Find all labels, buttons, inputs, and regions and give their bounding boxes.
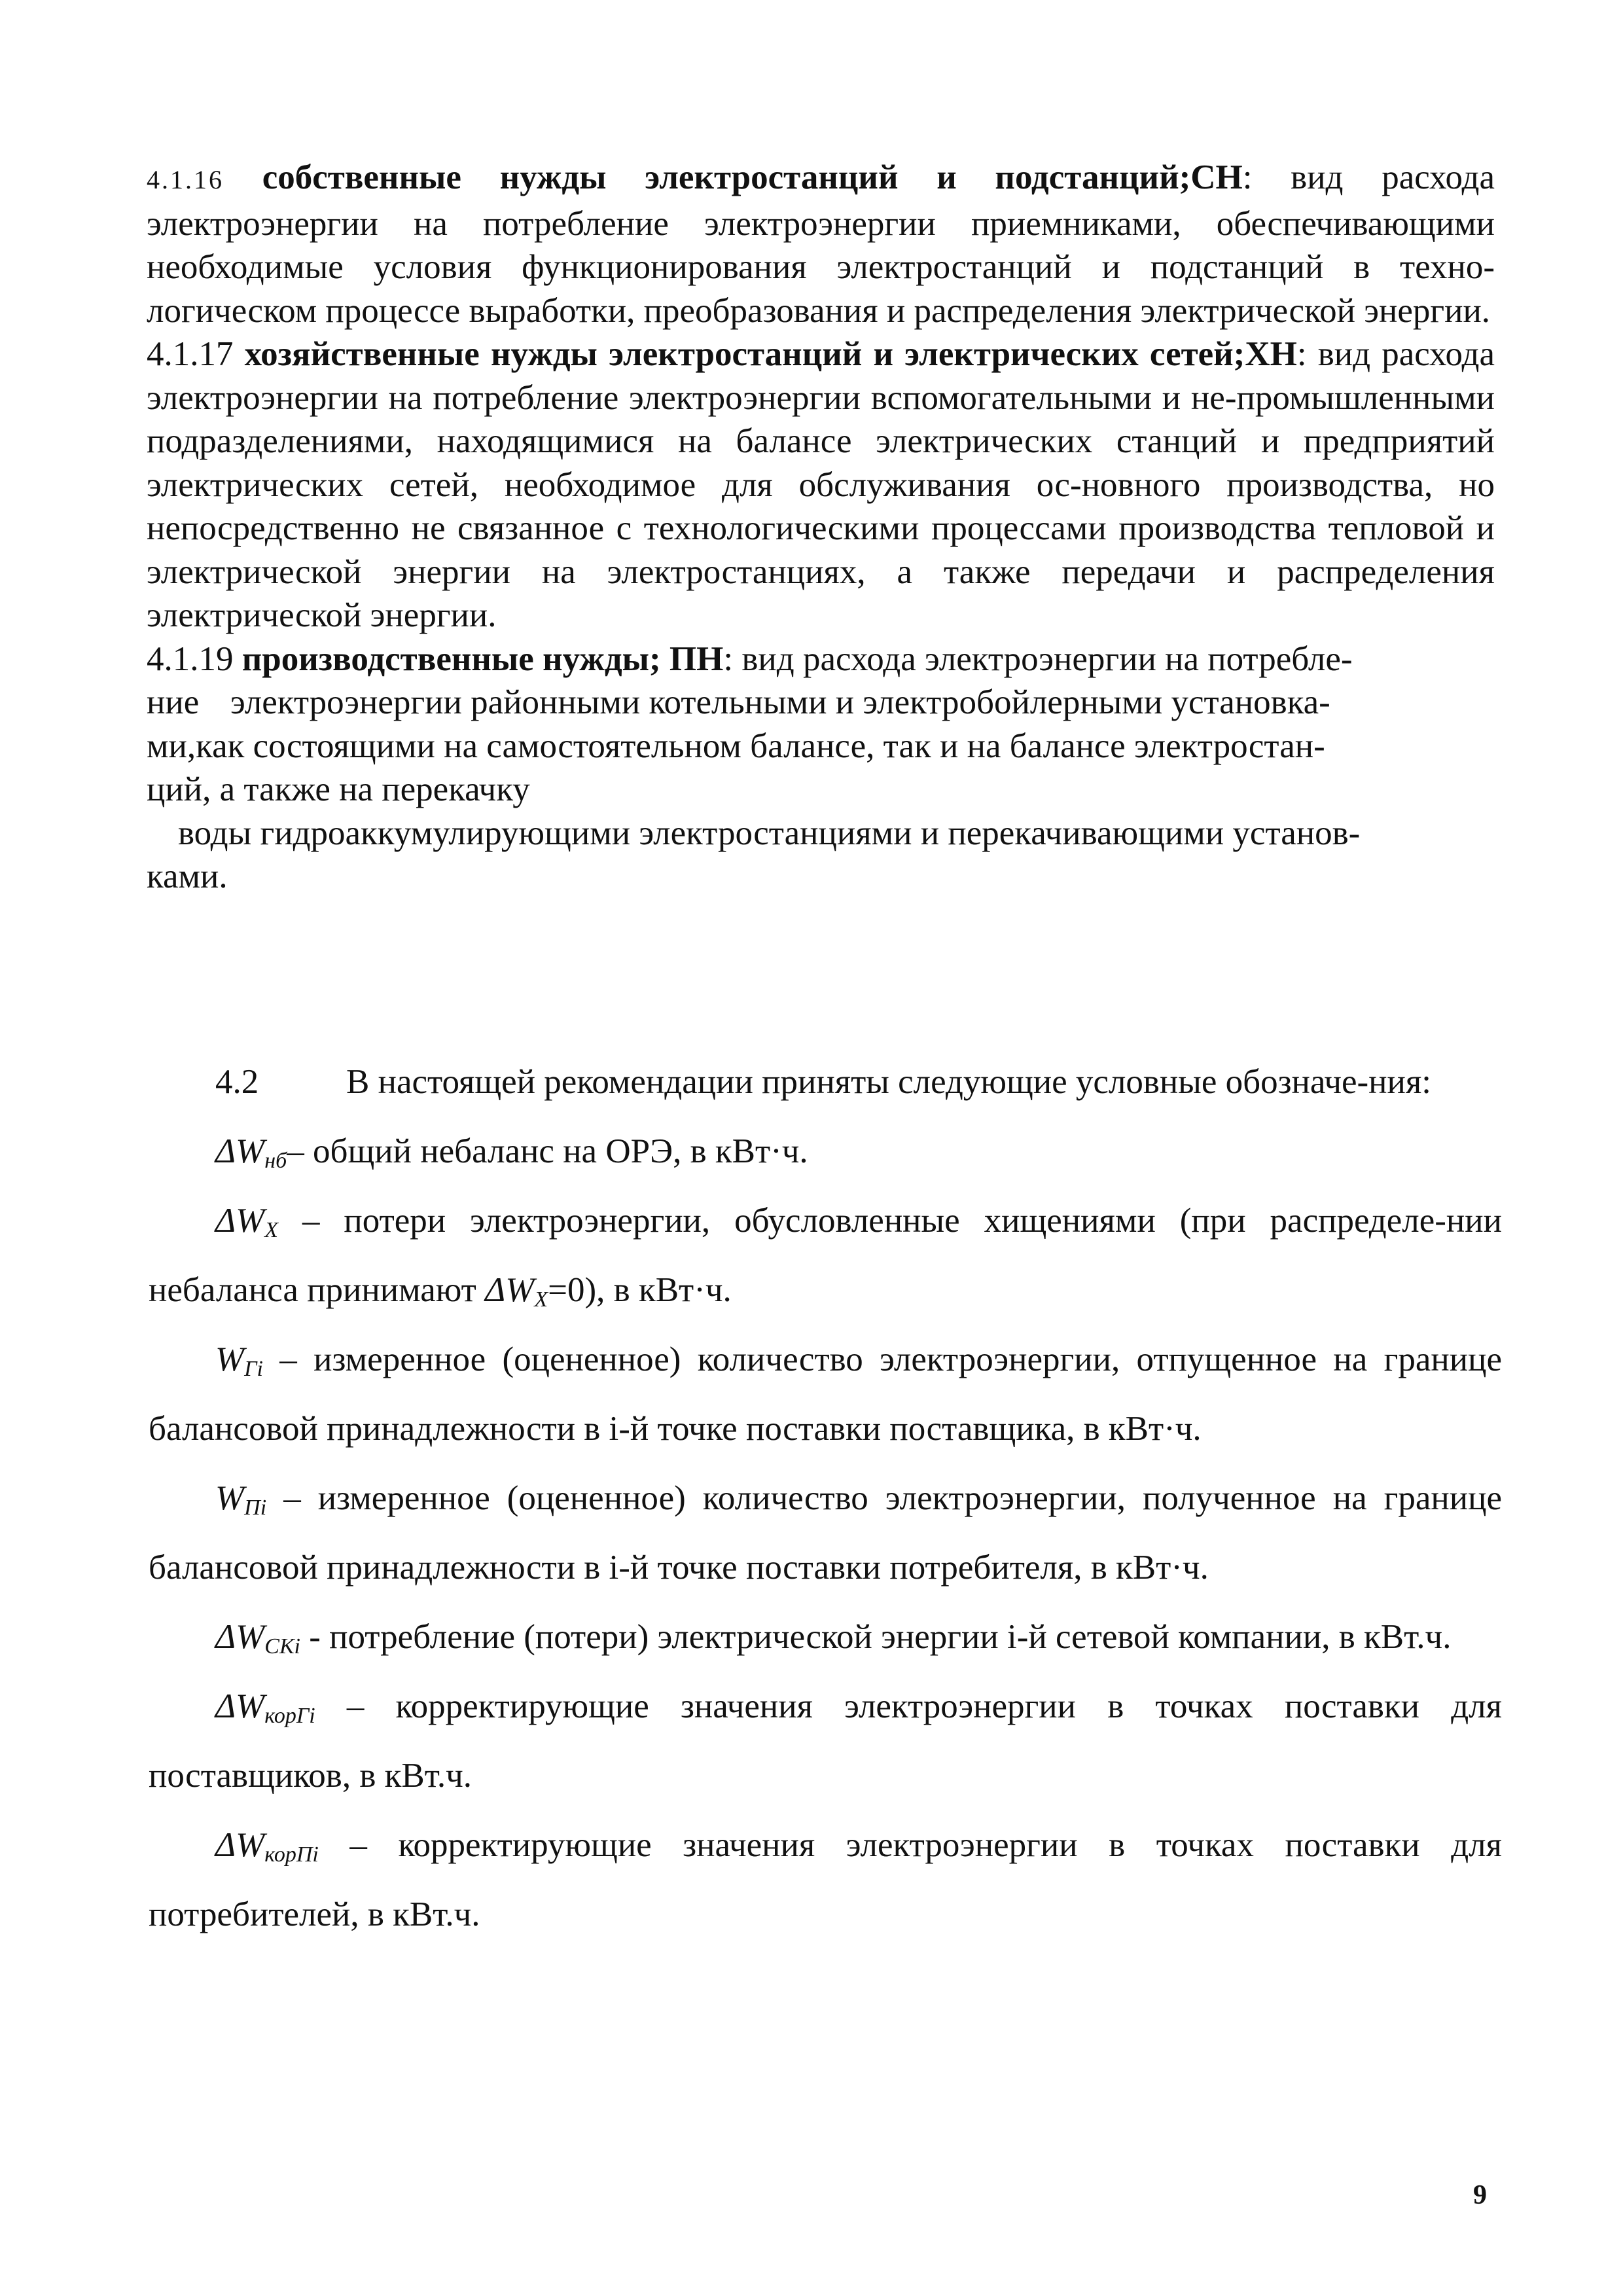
notation-subscript: нб: [264, 1149, 287, 1173]
definitions-block: [147, 156, 1495, 899]
definition-number: 4.1.17: [147, 335, 234, 373]
notation-subscript: Пi: [244, 1496, 267, 1520]
notation-symbol: W: [215, 1479, 245, 1517]
section-intro-text: В настоящей рекомендации приняты следующие условные обозначе-ния:: [346, 1063, 1431, 1101]
notation-symbol: ΔW: [215, 1618, 265, 1656]
notation-item: [149, 1117, 1502, 1186]
section-intro: [149, 1047, 1502, 1117]
notation-text: – потери электроэнергии, обусловленные хищениями (при распределе-нии небаланса принимают: [149, 1202, 1502, 1309]
definition-text: : вид расхода электроэнергии на потребление электроэнергии приемниками, обеспечивающими необходимые условия функционирования электростанций и подстанций в техно-логическом процессе выработки, преобразования и распределения электрической энергии.: [147, 158, 1495, 330]
notation-text: – измеренное (оцененное) количество электроэнергии, отпущенное на границе балансовой принадлежности в i-й точке поставки поставщика, в кВт·ч.: [149, 1340, 1502, 1448]
notation-item: [149, 1463, 1502, 1602]
definition-term: собственные нужды электростанций и подстанций;СН: [262, 158, 1243, 196]
section-4-2: [149, 1047, 1502, 1949]
notation-item: [149, 1186, 1502, 1325]
definition-4-1-16: [147, 156, 1495, 332]
notation-symbol: W: [215, 1340, 245, 1378]
definition-text: : вид расхода электроэнергии на потребле-: [723, 639, 1353, 678]
definition-text: : вид расхода электроэнергии на потребление электроэнергии вспомогательными и не-промышленными подразделениями, находящимися на балансе электрических станций и предприятий электрических сетей, необходимое для обслуживания ос-новного производства, но непосредственно не связанное с технологическими процессами производства тепловой и электрической энергии на электростанциях, а также передачи и распределения электрической энергии.: [147, 335, 1495, 634]
notation-item: [149, 1602, 1502, 1672]
notation-symbol: ΔW: [215, 1687, 265, 1725]
definition-4-1-17: [147, 332, 1495, 637]
definition-text: ние: [147, 683, 200, 721]
notation-symbol: ΔW: [215, 1202, 265, 1240]
definition-term: производственные нужды; ПН: [241, 639, 724, 678]
definition-number: 4.1.19: [147, 639, 234, 678]
notation-text: – общий небаланс на ОРЭ, в кВт·ч.: [287, 1132, 808, 1170]
notation-symbol: ΔW: [215, 1826, 265, 1864]
notation-text: – корректирующие значения электроэнергии в точках поставки для поставщиков, в кВт.ч.: [149, 1687, 1502, 1795]
notation-item: [149, 1325, 1502, 1463]
definition-term: хозяйственные нужды электростанций и электрических сетей;ХН: [244, 335, 1297, 373]
definition-text: ций, а также на перекачку: [147, 770, 530, 808]
definition-number: 4.1.16: [147, 165, 224, 194]
definition-4-1-19: [147, 637, 1495, 899]
notation-subscript: корПi: [264, 1842, 319, 1867]
notation-symbol: ΔW: [215, 1132, 265, 1170]
notation-text: – корректирующие значения электроэнергии в точках поставки для потребителей, в кВт.ч.: [149, 1826, 1502, 1933]
definition-text: ками.: [147, 857, 228, 895]
notation-item: [149, 1672, 1502, 1810]
notation-text: =0), в кВт·ч.: [548, 1271, 732, 1309]
definition-text: электроэнергии районными котельными и электробойлерными установка-: [230, 683, 1330, 721]
section-number: 4.2: [215, 1063, 259, 1101]
notation-subscript: X: [534, 1287, 548, 1312]
notation-subscript: СКi: [264, 1634, 300, 1659]
notation-text: – измеренное (оцененное) количество электроэнергии, полученное на границе балансовой принадлежности в i-й точке поставки потребителя, в кВт·ч.: [149, 1479, 1502, 1587]
notation-subscript: X: [264, 1218, 279, 1242]
page-number: 9: [1473, 2180, 1487, 2210]
notation-subscript: Гi: [244, 1357, 263, 1381]
definition-text: ми,как состоящими на самостоятельном балансе, так и на балансе электростан-: [147, 726, 1325, 765]
notation-subscript: корГi: [264, 1704, 315, 1728]
notation-text: - потребление (потери) электрической энергии i-й сетевой компании, в кВт.ч.: [300, 1618, 1452, 1656]
notation-item: [149, 1810, 1502, 1949]
notation-symbol: ΔW: [485, 1271, 535, 1309]
definition-text: воды гидроаккумулирующими электростанциями и перекачивающими установ-: [178, 814, 1361, 852]
